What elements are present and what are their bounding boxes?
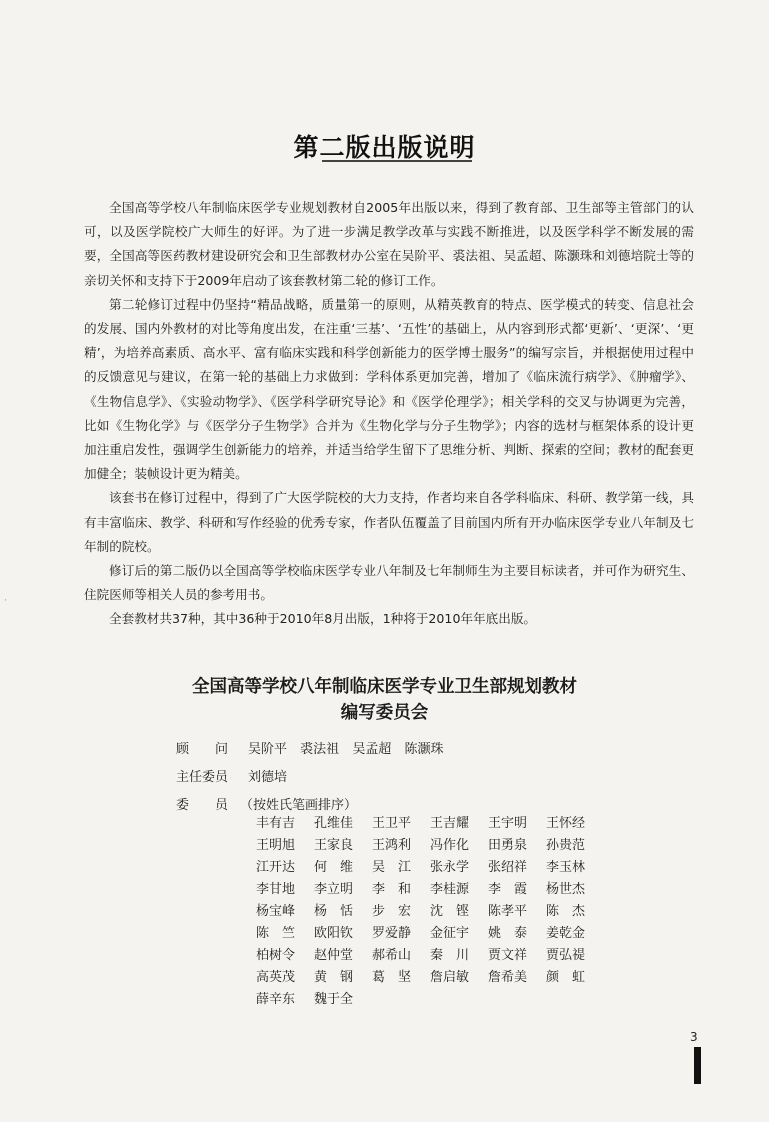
member-name: 何 维 <box>314 860 354 875</box>
member-name: 李甘地 <box>256 882 296 897</box>
committee-title-line2: 编写委员会 <box>340 703 429 723</box>
member-name: 魏于全 <box>314 992 354 1007</box>
member-name: 江开达 <box>256 860 296 875</box>
member-name: 葛 坚 <box>372 970 412 985</box>
member-name: 詹希美 <box>488 970 528 985</box>
member-name: 欧阳钦 <box>314 926 354 941</box>
committee-heading <box>0 674 769 726</box>
member-name: 冯作化 <box>430 838 470 853</box>
advisor-name: 吴阶平 <box>248 742 288 757</box>
member-name: 柏树令 <box>256 948 296 963</box>
member-name: 颜 虹 <box>546 970 586 985</box>
member-name: 王卫平 <box>372 816 412 831</box>
member-name: 姚 泰 <box>488 926 528 941</box>
member-name: 杨 恬 <box>314 904 354 919</box>
member-name: 杨宝峰 <box>256 904 296 919</box>
member-name: 王怀经 <box>546 816 586 831</box>
title-underline <box>322 160 472 162</box>
page-number: 3 <box>690 1030 698 1044</box>
member-name: 罗爱静 <box>372 926 412 941</box>
member-name: 丰有吉 <box>256 816 296 831</box>
member-name: 薛辛东 <box>256 992 296 1007</box>
members-label: 委 员 <box>176 798 229 813</box>
member-name: 李立明 <box>314 882 354 897</box>
committee-title-line1: 全国高等学校八年制临床医学专业卫生部规划教材 <box>192 677 577 697</box>
member-name: 吴 江 <box>372 860 412 875</box>
member-name: 杨世杰 <box>546 882 586 897</box>
member-name: 姜乾金 <box>546 926 586 941</box>
member-name: 陈 杰 <box>546 904 586 919</box>
advisor-name: 吴孟超 <box>352 742 392 757</box>
page-marker-bar <box>694 1047 701 1084</box>
member-name: 田勇泉 <box>488 838 528 853</box>
member-name: 王家良 <box>314 838 354 853</box>
intro-paragraph: 全国高等学校八年制临床医学专业规划教材自2005年出版以来，得到了教育部、卫生部等主管部门的认可，以及医学院校广大师生的好评。为了进一步满足教学改革与实践不断推进，以及医学科学不断发展的需要，全国高等医药教材建设研究会和卫生部教材办公室在吴阶平、裘法祖、吴孟超、陈灏珠和刘德培院士等的亲切关怀和支持下于2009年启动了该套教材第二轮的修订工作。 <box>84 200 694 288</box>
member-name: 孙贵范 <box>546 838 586 853</box>
advisor-label: 顾 问 <box>176 742 229 757</box>
member-name: 李 霞 <box>488 882 528 897</box>
member-name: 李玉林 <box>546 860 586 875</box>
member-name: 王吉耀 <box>430 816 470 831</box>
member-name: 金征宇 <box>430 926 470 941</box>
member-name: 步 宏 <box>372 904 412 919</box>
page-title: 第二版出版说明 <box>293 133 476 162</box>
intro-paragraph: 该套书在修订过程中，得到了广大医学院校的大力支持，作者均来自各学科临床、科研、教学第一线，具有丰富临床、教学、科研和写作经验的优秀专家，作者队伍覆盖了目前国内所有开办临床医学专业八年制及七年制的院校。 <box>84 490 694 554</box>
member-names-grid <box>256 815 604 1009</box>
member-name: 赵仲堂 <box>314 948 354 963</box>
intro-text <box>84 196 694 632</box>
member-name: 陈孝平 <box>488 904 528 919</box>
member-name: 黄 钢 <box>314 970 354 985</box>
member-name: 贾弘禔 <box>546 948 586 963</box>
member-name: 王鸿利 <box>372 838 412 853</box>
member-name: 李 和 <box>372 882 412 897</box>
member-name: 孔维佳 <box>314 816 354 831</box>
member-name: 郝希山 <box>372 948 412 963</box>
chair-label: 主任委员 <box>176 770 229 785</box>
binding-mark: · <box>4 596 7 606</box>
advisor-name: 裘法祖 <box>300 742 340 757</box>
member-name: 王明旭 <box>256 838 296 853</box>
intro-paragraph: 全套教材共37种，其中36种于2010年8月出版，1种将于2010年年底出版。 <box>109 611 537 627</box>
chair-name: 刘德培 <box>248 770 288 785</box>
member-name: 李桂源 <box>430 882 470 897</box>
advisor-name: 陈灏珠 <box>404 742 444 757</box>
member-name: 贾文祥 <box>488 948 528 963</box>
intro-paragraph: 第二轮修订过程中仍坚持“精品战略，质量第一的原则，从精英教育的特点、医学模式的转变、信息社会的发展、国内外教材的对比等角度出发，在注重‘三基’、‘五性’的基础上，从内容到形式都‘更新’、‘更深’、‘更精’，为培养高素质、高水平、富有临床实践和科学创新能力的医学博士服务”的编写宗旨，并根据使用过程中的反馈意见与建议，在第一轮的基础上力求做到：学科体系更加完善，增加了《临床流行病学》、《肿瘤学》、《生物信息学》、《实验动物学》、《医学科学研究导论》和《医学伦理学》；相关学科的交叉与协调更为完善，比如《生物化学》与《医学分子生物学》合并为《生物化学与分子生物学》；内容的选材与框架体系的设计更加注重启发性，强调学生创新能力的培养，并适当给学生留下了思维分析、判断、探索的空间；教材的配套更加健全；装帧设计更为精美。 <box>84 296 694 482</box>
member-name: 陈 竺 <box>256 926 296 941</box>
member-name: 王宇明 <box>488 816 528 831</box>
members-note: （按姓氏笔画排序） <box>240 798 358 813</box>
member-name: 沈 铿 <box>430 904 470 919</box>
intro-paragraph: 修订后的第二版仍以全国高等学校临床医学专业八年制及七年制师生为主要目标读者，并可作为研究生、住院医师等相关人员的参考用书。 <box>84 563 694 603</box>
member-name: 秦 川 <box>430 948 470 963</box>
member-name: 詹启敏 <box>430 970 470 985</box>
member-name: 张绍祥 <box>488 860 528 875</box>
member-name: 高英茂 <box>256 970 296 985</box>
advisor-names <box>248 738 452 757</box>
member-name: 张永学 <box>430 860 470 875</box>
